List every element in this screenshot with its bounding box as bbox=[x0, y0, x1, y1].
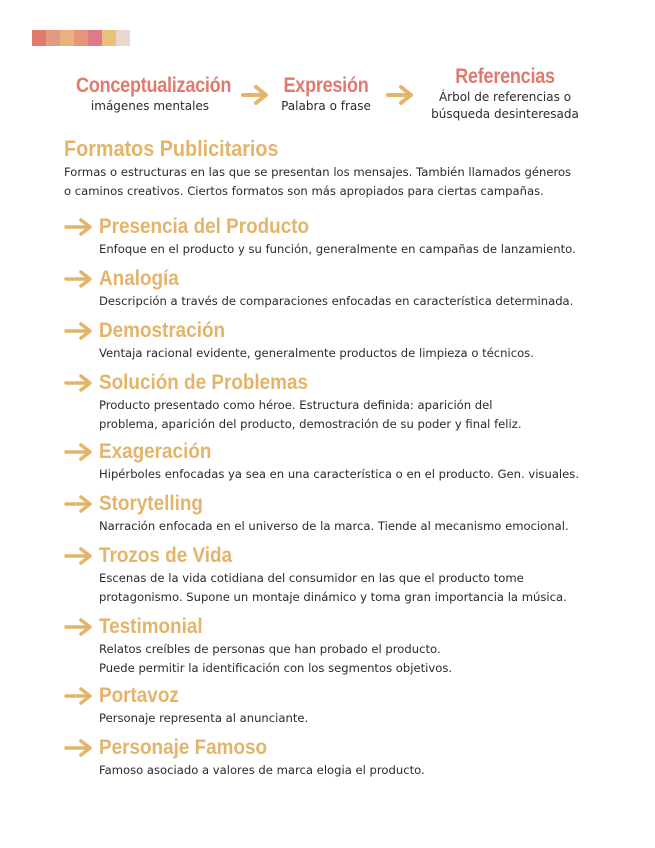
arrow-right-icon bbox=[64, 443, 94, 461]
flow-step-expresion bbox=[274, 74, 378, 115]
format-desc-line: problema, aparición del producto, demostración de su poder y final feliz. bbox=[99, 416, 522, 431]
flow-step-conceptualizacion bbox=[64, 74, 236, 115]
format-item-portavoz bbox=[64, 683, 604, 728]
format-desc-line: Enfoque en el producto y su función, generalmente en campañas de lanzamiento. bbox=[99, 242, 576, 256]
format-title: Trozos de Vida bbox=[99, 544, 233, 567]
format-heading bbox=[64, 614, 604, 640]
color-swatch bbox=[60, 30, 74, 46]
format-item-testimonial bbox=[64, 614, 604, 677]
format-desc-line: Escenas de la vida cotidiana del consumidor en las que el producto tome bbox=[99, 571, 524, 585]
format-heading bbox=[64, 214, 604, 240]
format-desc-line: Puede permitir la identificación con los segmentos objetivos. bbox=[99, 660, 453, 675]
format-item-trozos-de-vida bbox=[64, 543, 604, 606]
flow-step-desc: imágenes mentales bbox=[90, 99, 210, 113]
format-heading bbox=[64, 491, 604, 517]
format-heading bbox=[64, 439, 604, 465]
arrow-right-icon bbox=[64, 687, 94, 705]
format-heading bbox=[64, 683, 604, 709]
flow-step-desc: búsqueda desinteresada bbox=[431, 107, 579, 121]
section-title: Formatos Publicitarios bbox=[64, 136, 279, 161]
color-swatch bbox=[74, 30, 88, 46]
arrow-right-icon bbox=[64, 739, 94, 757]
format-title: Storytelling bbox=[99, 492, 203, 515]
color-swatch bbox=[46, 30, 60, 46]
section-desc-line: o caminos creativos. Ciertos formatos son más apropiados para ciertas campañas. bbox=[64, 183, 544, 198]
format-heading bbox=[64, 735, 604, 761]
arrow-right-icon bbox=[64, 218, 94, 236]
format-item-solucion-de-problemas bbox=[64, 370, 604, 433]
arrow-right-icon bbox=[64, 495, 94, 513]
format-desc-line: Ventaja racional evidente, generalmente productos de limpieza o técnicos. bbox=[99, 346, 534, 360]
color-swatch bbox=[102, 30, 116, 46]
format-desc-line: Famoso asociado a valores de marca elogia el producto. bbox=[99, 763, 425, 777]
format-title: Testimonial bbox=[99, 615, 203, 638]
format-title: Demostración bbox=[99, 319, 226, 342]
format-desc-line: Relatos creíbles de personas que han probado el producto. bbox=[99, 642, 441, 656]
color-swatch bbox=[88, 30, 102, 46]
flow-step-desc: Palabra o frase bbox=[281, 99, 371, 113]
format-desc-line: Producto presentado como héroe. Estructura definida: aparición del bbox=[99, 398, 493, 412]
flow-step-title: Conceptualización bbox=[76, 74, 232, 97]
format-title: Exageración bbox=[99, 440, 212, 463]
format-desc-line: protagonismo. Supone un montaje dinámico y toma gran importancia la música. bbox=[99, 589, 567, 604]
arrow-right-icon bbox=[64, 618, 94, 636]
format-title: Portavoz bbox=[99, 684, 179, 707]
format-item-presencia-del-producto bbox=[64, 214, 604, 259]
format-title: Presencia del Producto bbox=[99, 215, 310, 238]
section-description bbox=[64, 163, 604, 200]
color-swatch-strip bbox=[32, 30, 130, 46]
format-heading bbox=[64, 370, 604, 396]
arrow-right-icon bbox=[64, 547, 94, 565]
format-heading bbox=[64, 318, 604, 344]
format-desc-line: Personaje representa al anunciante. bbox=[99, 711, 309, 725]
section-desc-line: Formas o estructuras en las que se presentan los mensajes. También llamados géneros bbox=[64, 165, 572, 179]
format-heading bbox=[64, 266, 604, 292]
flow-step-desc: Árbol de referencias o bbox=[438, 90, 572, 104]
format-heading bbox=[64, 543, 604, 569]
format-title: Solución de Problemas bbox=[99, 371, 309, 394]
format-desc-line: Descripción a través de comparaciones enfocadas en característica determinada. bbox=[99, 294, 574, 308]
format-item-exageracion bbox=[64, 439, 604, 484]
flow-step-referencias bbox=[420, 65, 590, 123]
flow-step-title: Expresión bbox=[283, 74, 369, 97]
arrow-right-icon bbox=[386, 84, 416, 106]
arrow-right-icon bbox=[64, 322, 94, 340]
format-title: Analogía bbox=[99, 267, 179, 290]
format-desc-line: Narración enfocada en el universo de la marca. Tiende al mecanismo emocional. bbox=[99, 519, 569, 533]
format-item-analogia bbox=[64, 266, 604, 311]
arrow-right-icon bbox=[241, 84, 271, 106]
format-item-storytelling bbox=[64, 491, 604, 536]
flow-step-title: Referencias bbox=[455, 65, 555, 88]
color-swatch bbox=[116, 30, 130, 46]
arrow-right-icon bbox=[64, 374, 94, 392]
format-title: Personaje Famoso bbox=[99, 736, 268, 759]
format-item-personaje-famoso bbox=[64, 735, 604, 780]
format-item-demostracion bbox=[64, 318, 604, 363]
color-swatch bbox=[32, 30, 46, 46]
arrow-right-icon bbox=[64, 270, 94, 288]
format-desc-line: Hipérboles enfocadas ya sea en una característica o en el producto. Gen. visuales. bbox=[99, 467, 580, 481]
